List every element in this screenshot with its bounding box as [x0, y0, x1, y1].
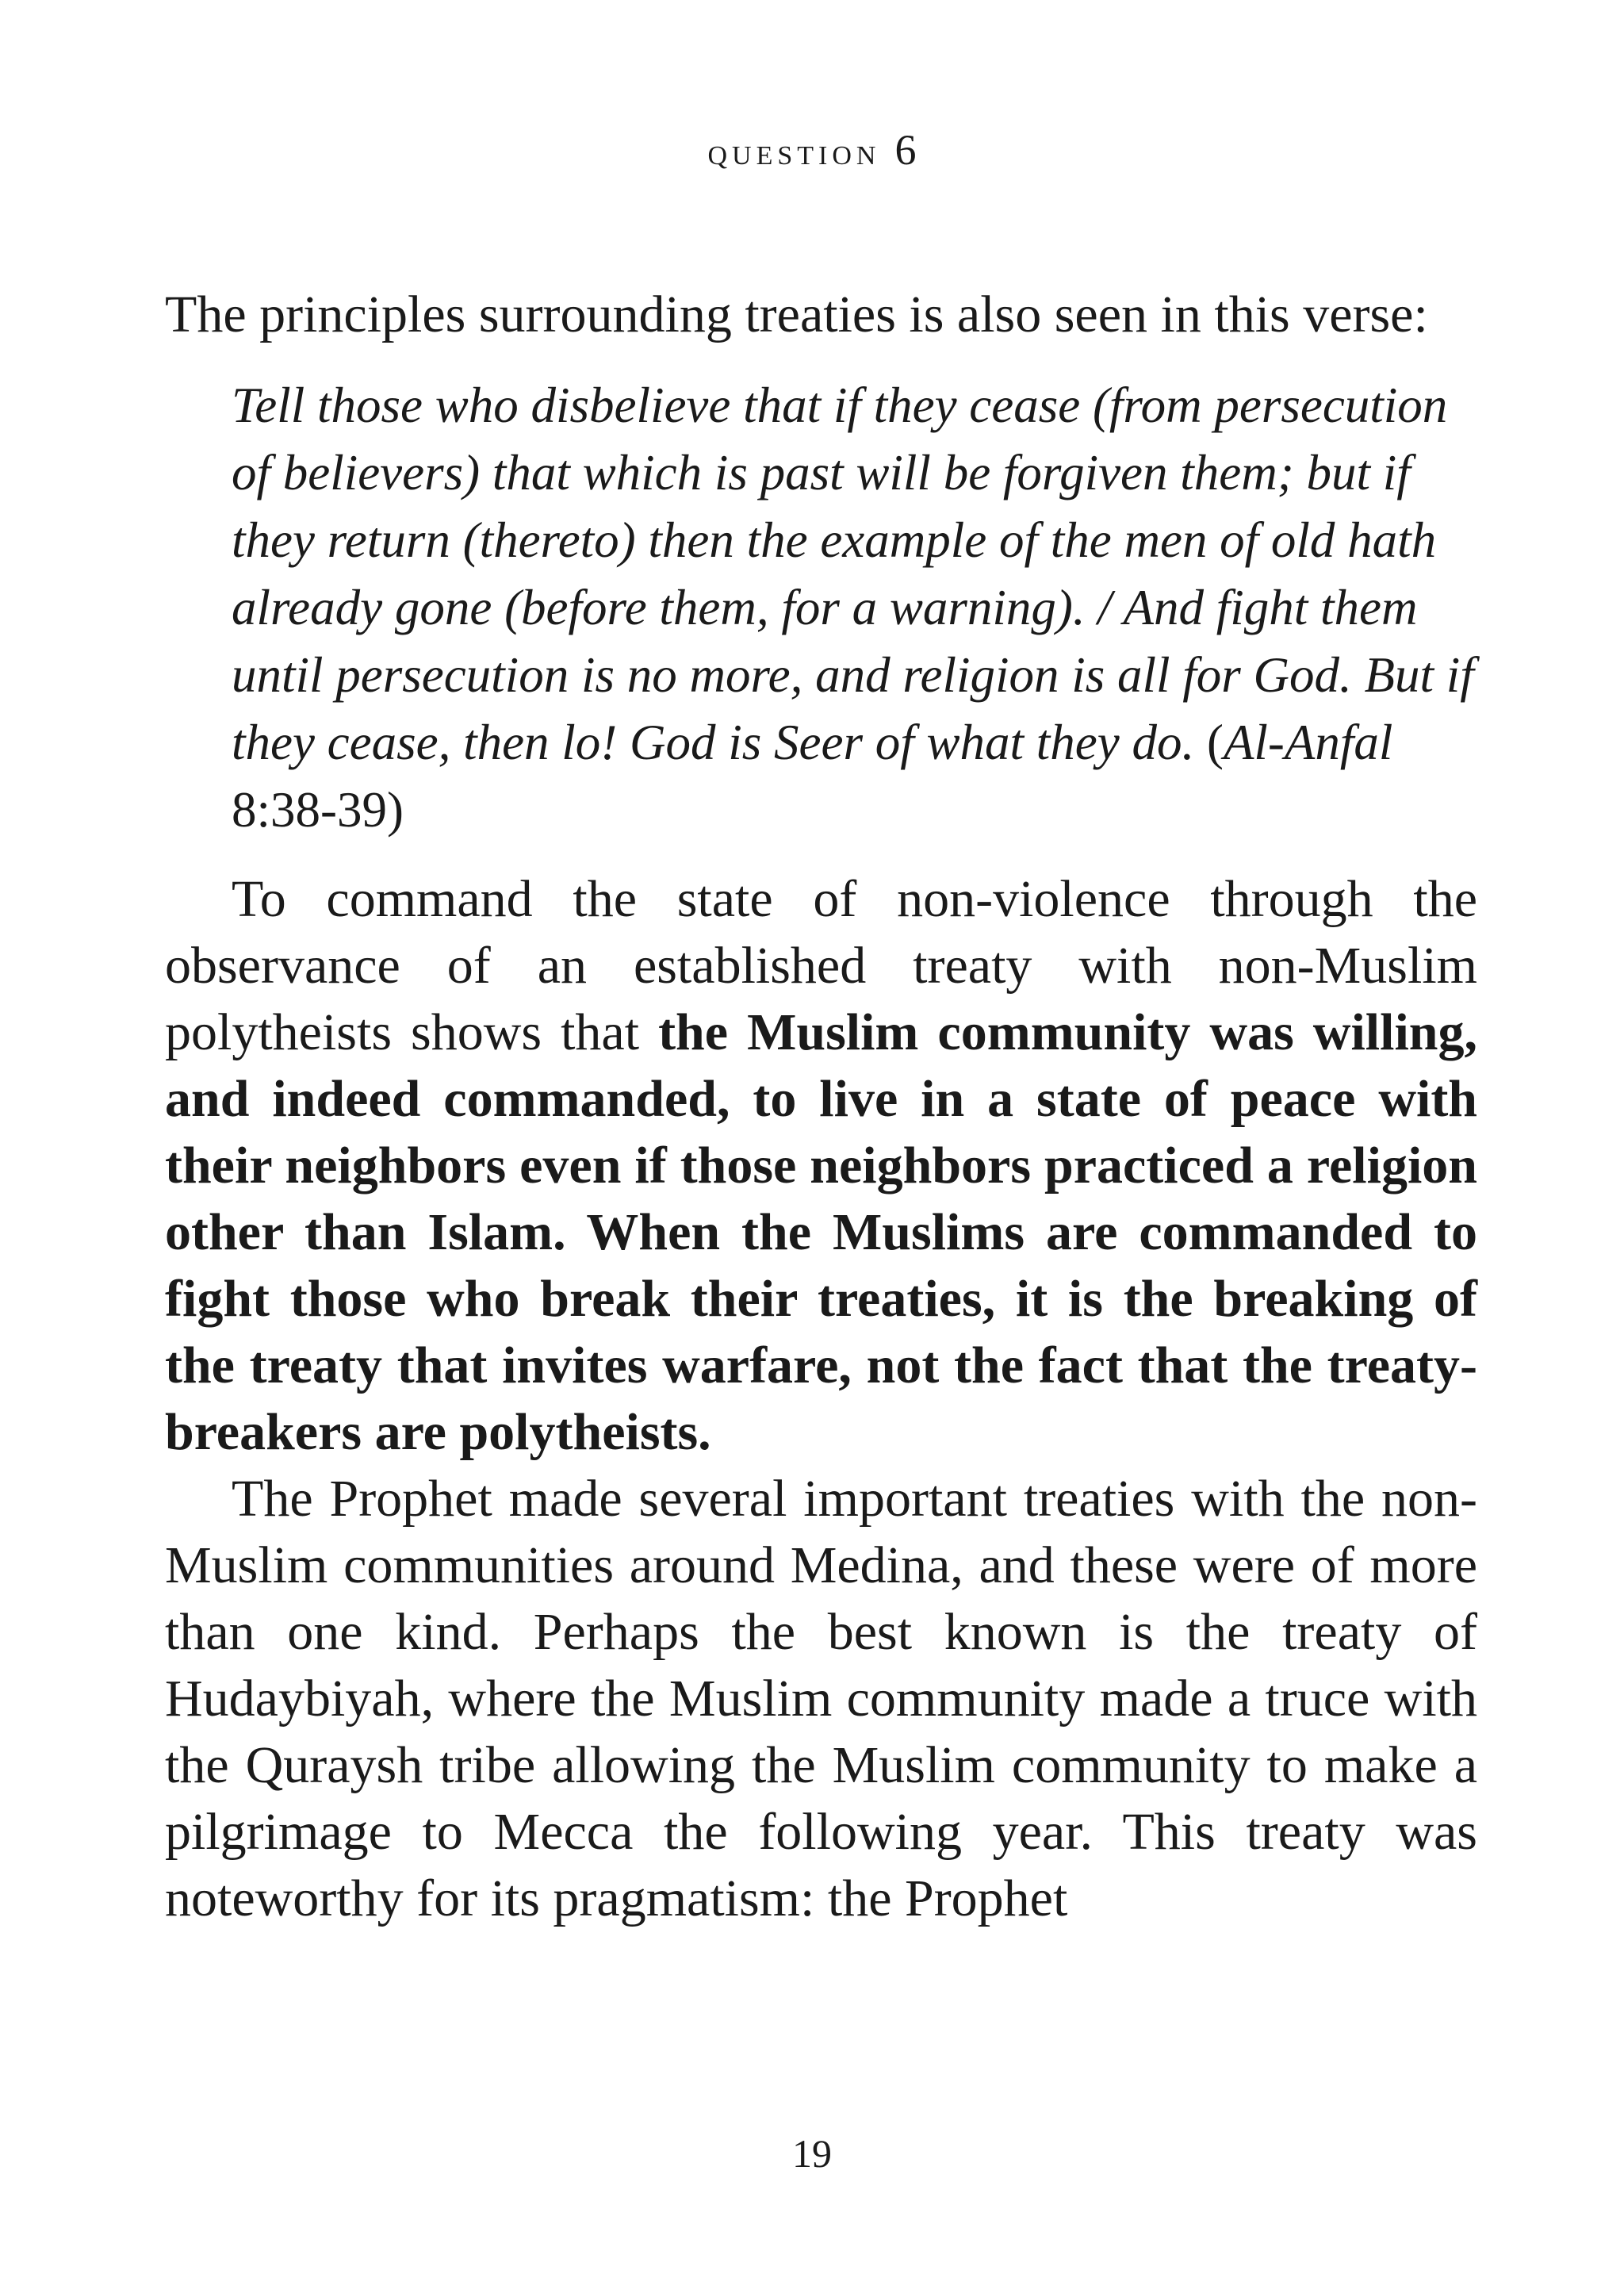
paragraph-treaties-bold: the Muslim community was willing, and indeed commanded, to live in a state of peace with their neighbors even if those neighbors practiced a religion other than Islam. When the Muslims are commanded to fight those who break their treaties, it is the breaking of the treaty that invites warfare, not the fact that the treaty-breakers are polytheists.: [165, 1003, 1478, 1461]
quote-text: Tell those who disbelieve that if they cease (from persecution of believers) that which is past will be forgiven them; but if they return (thereto) then the example of the men of old hath already gone (before them, for a warning). / And fight them until persecution is no more, and religion is all for God. But if they cease, then lo! God is Seer of what they do.: [232, 378, 1474, 770]
section-number: 6: [894, 126, 917, 174]
quote-cite-ref: 8:38-39): [232, 782, 404, 838]
quote-cite-open: (: [1206, 715, 1224, 770]
paragraph-treaties-plain: To command the state of non-violence through the observance of an established treaty with non-Muslim polytheists shows that: [165, 870, 1477, 1061]
section-label: question: [707, 131, 881, 173]
paragraph-intro: The principles surrounding treaties is also seen in this verse:: [165, 286, 1428, 343]
page-body: [165, 282, 1477, 1932]
paragraph-treaties: [165, 866, 1477, 1466]
running-head: [0, 126, 1624, 174]
quran-quote: [232, 372, 1477, 844]
paragraph-prophet: The Prophet made several important treaties with the non-Muslim communities around Medina, and these were of more than one kind. Perhaps the best known is the treaty of Hudaybiyah, where the Muslim community made a truce with the Quraysh tribe allowing the Muslim community to make a pilgrimage to Mecca the following year. This treaty was noteworthy for its pragmatism: the Prophet: [165, 1470, 1477, 1927]
page-number: 19: [792, 2131, 832, 2176]
quote-cite-source: Al-Anfal: [1223, 715, 1393, 770]
